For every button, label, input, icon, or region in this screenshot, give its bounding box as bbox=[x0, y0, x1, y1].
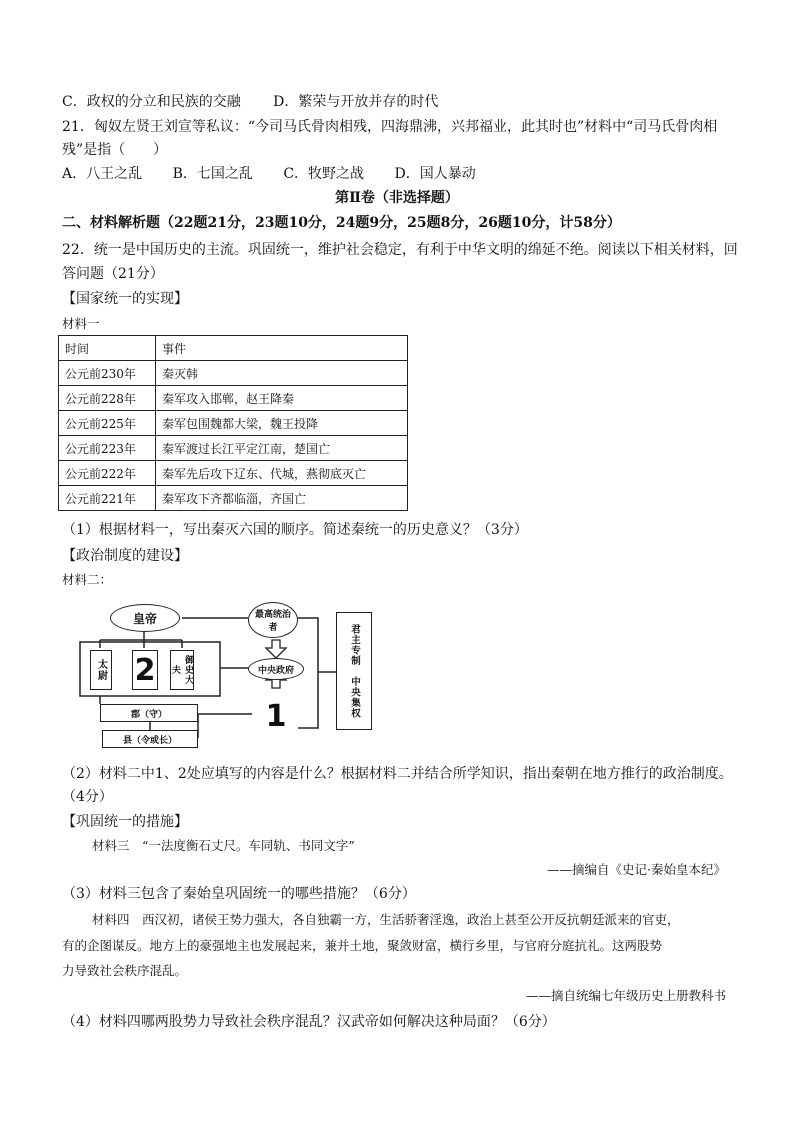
section-heading: 二、材料解析题（22题21分，23题10分，24题9分，25题8分，26题10分，计58分） bbox=[62, 215, 621, 231]
table-row bbox=[59, 361, 408, 386]
table-cell: 秦军先后攻下辽东、代城，燕彻底灭亡 bbox=[156, 461, 408, 486]
table-header-row bbox=[59, 336, 408, 361]
q20-option-d: D．繁荣与开放并存的时代 bbox=[273, 94, 439, 110]
material4-source: ——摘自统编七年级历史上册教科书 bbox=[525, 988, 726, 1003]
material3-source: ——摘编自《史记·秦始皇本纪》 bbox=[547, 862, 726, 877]
table-cell: 秦军包围魏都大梁，魏王投降 bbox=[156, 411, 408, 436]
q20-options bbox=[62, 92, 438, 112]
autocracy-centralization-box: 君主专制 中央集权 bbox=[336, 612, 372, 730]
table-header-cell: 事件 bbox=[156, 336, 408, 361]
q22-sub4: （4）材料四哪两股势力导致社会秩序混乱？汉武帝如何解决这种局面？（6分） bbox=[62, 1014, 556, 1030]
material4-line2: 有的企图谋反。地方上的豪强地主也发展起来，兼并土地，聚敛财富，横行乡里，与官府分庭抗礼。这两股势 bbox=[62, 938, 663, 953]
q21-option-c: C．牧野之战 bbox=[283, 166, 365, 182]
material3-text: 材料三 “一法度衡石丈尺。车同轨、书同文字” bbox=[92, 838, 355, 853]
q21-option-a: A．八王之乱 bbox=[62, 166, 143, 182]
taiwei-node: 太尉 bbox=[90, 650, 112, 690]
table-row bbox=[59, 386, 408, 411]
table-cell: 秦军攻入邯郸，赵王降秦 bbox=[156, 386, 408, 411]
q21-option-d: D．国人暴动 bbox=[394, 166, 476, 182]
part3-heading: 【巩固统一的措施】 bbox=[62, 814, 188, 830]
table-cell: 公元前223年 bbox=[59, 436, 156, 461]
table-row bbox=[59, 436, 408, 461]
table-cell: 公元前221年 bbox=[59, 486, 156, 511]
table-cell: 公元前222年 bbox=[59, 461, 156, 486]
q22-sub3: （3）材料三包含了秦始皇巩固统一的哪些措施？（6分） bbox=[62, 886, 416, 902]
section-title: 第Ⅱ卷（非选择题） bbox=[335, 190, 459, 206]
table-row bbox=[59, 486, 408, 511]
table-row bbox=[59, 461, 408, 486]
table-cell: 公元前225年 bbox=[59, 411, 156, 436]
blank-1-node: 1 bbox=[252, 696, 300, 736]
material1-label: 材料一 bbox=[62, 316, 100, 331]
material4-line1: 材料四 西汉初，诸侯王势力强大，各自独霸一方，生活骄奢淫逸，政治上甚至公开反抗朝廷派来的官吏， bbox=[92, 912, 680, 927]
emperor-node: 皇帝 bbox=[110, 604, 180, 632]
q21-option-b: B．七国之乱 bbox=[172, 166, 253, 182]
supreme-ruler-node: 最高统治者 bbox=[248, 602, 298, 638]
xian-node: 县（令或长） bbox=[102, 730, 198, 748]
table-cell: 秦军攻下齐都临淄，齐国亡 bbox=[156, 486, 408, 511]
table-cell: 公元前230年 bbox=[59, 361, 156, 386]
material2-label: 材料二： bbox=[62, 572, 113, 587]
q22-intro-line2: 答问题（21分） bbox=[62, 266, 164, 282]
material4-line3: 力导致社会秩序混乱。 bbox=[62, 963, 188, 978]
q21-stem-line1: 21．匈奴左贤王刘宣等私议：“今司马氏骨肉相残，四海鼎沸，兴邦福业，此其时也”材料中“司马氏骨肉相 bbox=[62, 119, 718, 135]
q22-sub2-line1: （2）材料二中1、2处应填写的内容是什么？根据材料二并结合所学知识，指出秦朝在地方推行的政治制度。 bbox=[62, 766, 733, 782]
blank-2-node: 2 bbox=[132, 650, 158, 690]
q21-stem-line2: 残”是指（ ） bbox=[62, 142, 168, 158]
jun-node: 郡（守） bbox=[100, 704, 198, 722]
q22-intro-line1: 22．统一是中国历史的主流。巩固统一，维护社会稳定，有利于中华文明的绵延不绝。阅读以下相关材料，回 bbox=[62, 242, 738, 258]
table-cell: 公元前228年 bbox=[59, 386, 156, 411]
table-header-cell: 时间 bbox=[59, 336, 156, 361]
q21-options bbox=[62, 164, 476, 184]
q22-sub1: （1）根据材料一，写出秦灭六国的顺序。简述秦统一的历史意义？（3分） bbox=[62, 522, 528, 538]
table-cell: 秦灭韩 bbox=[156, 361, 408, 386]
central-government-node: 中央政府 bbox=[248, 658, 304, 680]
q20-option-c: C．政权的分立和民族的交融 bbox=[62, 94, 241, 110]
events-table bbox=[58, 335, 408, 511]
part2-heading: 【政治制度的建设】 bbox=[62, 548, 188, 564]
q22-sub2-line2: （4分） bbox=[62, 789, 113, 805]
yushi-node: 御史大夫 bbox=[170, 650, 194, 690]
table-cell: 秦军渡过长江平定江南，楚国亡 bbox=[156, 436, 408, 461]
part1-heading: 【国家统一的实现】 bbox=[62, 291, 188, 307]
table-row bbox=[59, 411, 408, 436]
government-structure-diagram bbox=[62, 592, 392, 756]
